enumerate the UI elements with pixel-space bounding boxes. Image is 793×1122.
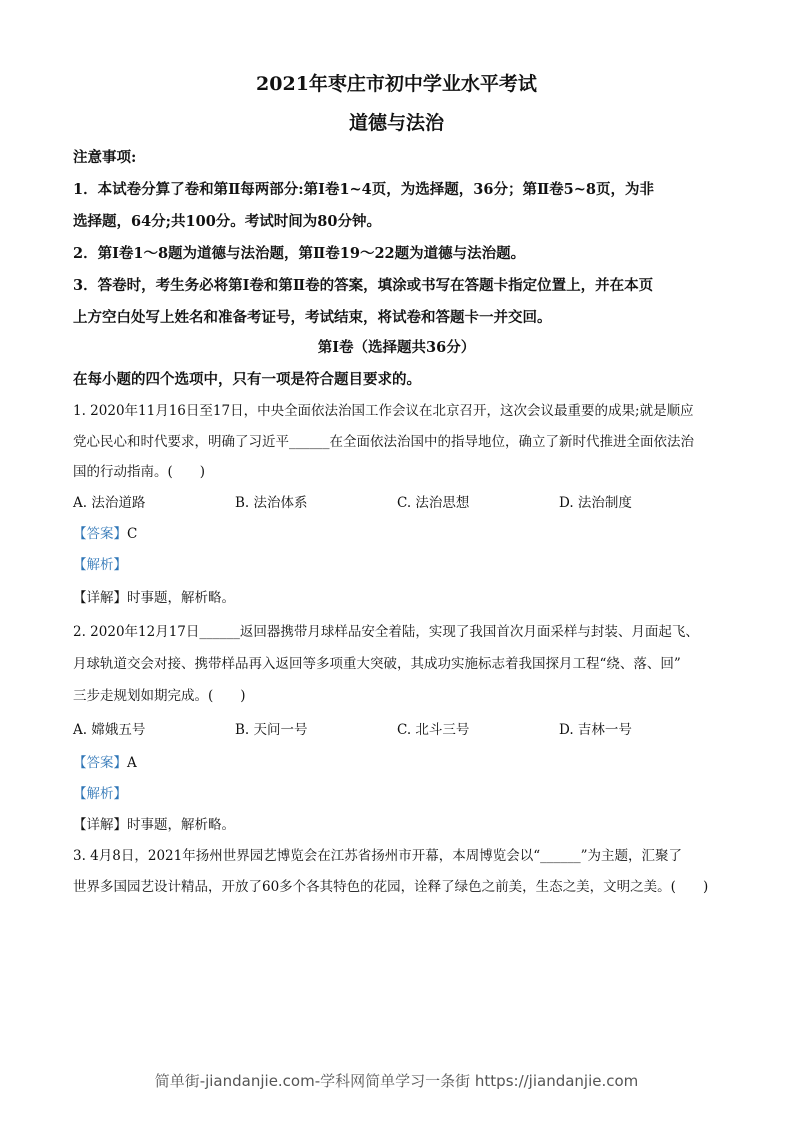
question-text: 世界多国园艺设计精品，开放了60多个各其特色的花园，诠释了绿色之前美，生态之美，文明之美。( ): [73, 879, 709, 895]
question-text: 2. 2020年12月17日______返回器携带月球样品安全着陆，实现了我国首次月面采样与封装、月面起飞、: [73, 624, 699, 640]
question-text: 3. 4月8日，2021年扬州世界园艺博览会在江苏省扬州市开幕，本周博览会以“______”为主题，汇聚了: [73, 848, 683, 864]
exam-title: 2021年枣庄市初中学业水平考试: [256, 73, 537, 95]
answer: [73, 753, 137, 773]
answer-value: C: [127, 526, 138, 542]
option-d: D. 吉林一号: [559, 722, 632, 738]
detail: [73, 588, 235, 608]
notice-line: 2．第Ⅰ卷1～8题为道德与法治题，第Ⅱ卷19～22题为道德与法治题。: [73, 245, 526, 262]
question-text: 三步走规划如期完成。( ): [73, 688, 246, 704]
answer: [73, 524, 137, 544]
detail: [73, 815, 235, 835]
option-b: B. 法治体系: [235, 495, 308, 511]
notice-heading: 注意事项:: [73, 149, 137, 166]
option-b: B. 天问一号: [235, 722, 308, 738]
section-instruction: 在每小题的四个选项中，只有一项是符合题目要求的。: [73, 371, 421, 388]
detail-text: 时事题，解析略。: [127, 817, 235, 833]
option-a: A. 法治道路: [73, 495, 146, 511]
option-d: D. 法治制度: [559, 495, 632, 511]
question-text: 月球轨道交会对接、携带样品再入返回等多项重大突破，其成功实施标志着我国探月工程“绕、落、回”: [73, 656, 681, 672]
analysis-label: 【解析】: [73, 557, 127, 573]
option-c: C. 法治思想: [397, 495, 470, 511]
notice-line: 3．答卷时，考生务必将第Ⅰ卷和第Ⅱ卷的答案，填涂或书写在答题卡指定位置上，并在本页: [73, 277, 654, 294]
notice-line: 1．本试卷分算了卷和第Ⅱ每两部分:第Ⅰ卷1~4页，为选择题，36分；第Ⅱ卷5~8页，为非: [73, 181, 654, 198]
answer-value: A: [127, 755, 137, 771]
answer-label: 【答案】: [73, 755, 127, 771]
detail-label: 【详解】: [73, 817, 127, 833]
option-c: C. 北斗三号: [397, 722, 470, 738]
footer-watermark: 简单街-jiandanjie.com-学科网简单学习一条街 https://jiandanjie.com: [154, 1072, 639, 1090]
section-title: 第Ⅰ卷（选择题共36分）: [317, 339, 476, 356]
question-text: 国的行动指南。( ): [73, 464, 206, 480]
answer-label: 【答案】: [73, 526, 127, 542]
option-a: A. 嫦娥五号: [73, 722, 146, 738]
detail-label: 【详解】: [73, 590, 127, 606]
exam-subtitle: 道德与法治: [348, 112, 444, 134]
question-text: 1. 2020年11月16日至17日，中央全面依法治国工作会议在北京召开，这次会议最重要的成果;就是顺应: [73, 403, 694, 419]
notice-line: 选择题，64分;共100分。考试时间为80分钟。: [73, 213, 381, 230]
question-text: 党心民心和时代要求，明确了习近平______在全面依法治国中的指导地位，确立了新时代推进全面依法治: [73, 434, 694, 450]
detail-text: 时事题，解析略。: [127, 590, 235, 606]
notice-line: 上方空白处写上姓名和准备考证号，考试结束，将试卷和答题卡一并交回。: [73, 309, 552, 326]
analysis-label: 【解析】: [73, 786, 127, 802]
